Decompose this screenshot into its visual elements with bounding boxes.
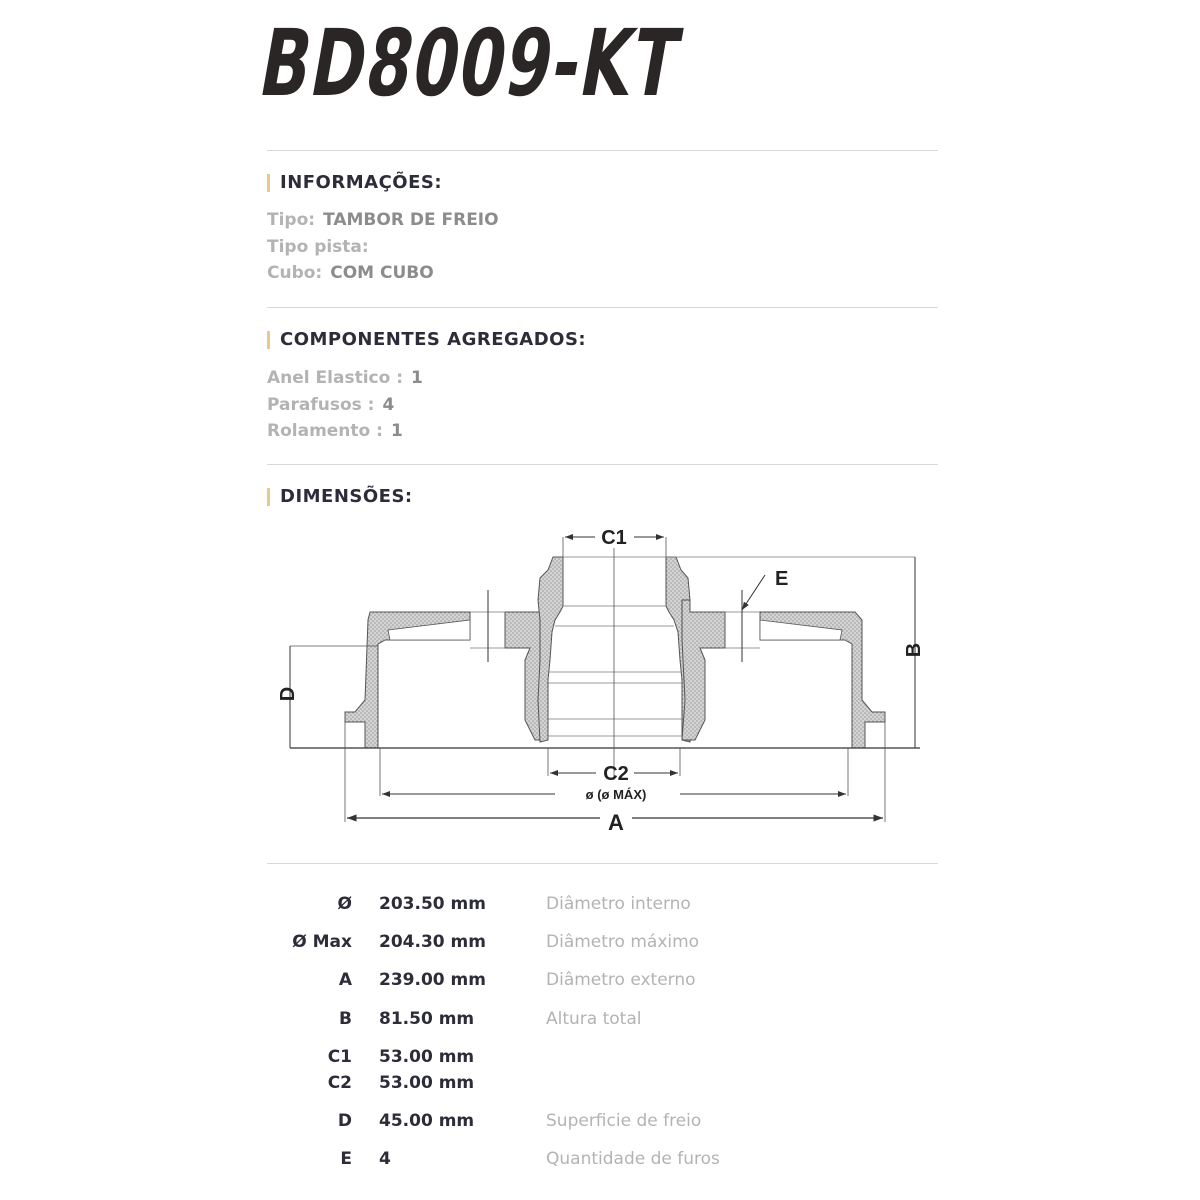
info-value: TAMBOR DE FREIO bbox=[323, 210, 499, 230]
component-label: Rolamento : bbox=[267, 421, 383, 441]
dim-value: 204.30 mm bbox=[379, 932, 486, 952]
label-d: D bbox=[277, 686, 299, 702]
dim-desc: Diâmetro máximo bbox=[546, 932, 700, 952]
label-a: A bbox=[608, 810, 624, 835]
dim-key: Ø bbox=[337, 894, 352, 914]
dim-value: 53.00 mm bbox=[379, 1047, 475, 1067]
component-label: Anel Elastico : bbox=[267, 368, 403, 388]
dim-row-a bbox=[270, 970, 870, 994]
divider bbox=[267, 150, 938, 151]
component-row-anel bbox=[267, 368, 423, 388]
dim-value: 4 bbox=[379, 1149, 391, 1169]
dim-key: Ø Max bbox=[292, 932, 352, 952]
dim-row-diameter bbox=[270, 894, 870, 918]
section-heading-info bbox=[267, 172, 442, 193]
heading-text: INFORMAÇÕES: bbox=[280, 172, 443, 193]
component-row-rolamento bbox=[267, 421, 403, 441]
dim-key: C2 bbox=[327, 1073, 352, 1093]
accent-bar bbox=[267, 174, 270, 192]
component-value: 4 bbox=[382, 395, 395, 415]
dim-desc: Diâmetro interno bbox=[546, 894, 691, 914]
label-e: E bbox=[775, 568, 789, 590]
heading-text: COMPONENTES AGREGADOS: bbox=[280, 329, 587, 350]
dim-row-c1 bbox=[270, 1047, 870, 1071]
dim-desc: Superficie de freio bbox=[546, 1111, 702, 1131]
dim-value: 81.50 mm bbox=[379, 1009, 475, 1029]
info-value: COM CUBO bbox=[330, 263, 434, 283]
dim-row-b bbox=[270, 1009, 870, 1033]
component-value: 1 bbox=[390, 421, 403, 441]
component-label: Parafusos : bbox=[267, 395, 375, 415]
divider bbox=[267, 464, 938, 465]
dim-key: A bbox=[338, 970, 352, 990]
dim-row-c2 bbox=[270, 1073, 870, 1097]
dim-value: 45.00 mm bbox=[379, 1111, 475, 1131]
info-row-tipo-pista bbox=[267, 237, 377, 257]
dim-desc: Quantidade de furos bbox=[546, 1149, 720, 1169]
dim-row-e bbox=[270, 1149, 870, 1173]
label-b: B bbox=[903, 642, 925, 658]
info-row-cubo bbox=[267, 263, 434, 283]
dim-row-diameter-max bbox=[270, 932, 870, 956]
dim-key: D bbox=[337, 1111, 352, 1131]
section-heading-components bbox=[267, 329, 586, 350]
label-diameter: ø (ø MÁX) bbox=[585, 787, 647, 802]
label-c2: C2 bbox=[603, 763, 629, 785]
dim-row-d bbox=[270, 1111, 870, 1135]
info-label: Tipo: bbox=[267, 210, 316, 230]
section-heading-dimensions bbox=[267, 486, 413, 507]
info-label: Cubo: bbox=[267, 263, 323, 283]
info-label: Tipo pista: bbox=[267, 237, 369, 257]
dim-desc: Altura total bbox=[546, 1009, 642, 1029]
dim-value: 203.50 mm bbox=[379, 894, 486, 914]
label-c1: C1 bbox=[601, 527, 627, 549]
dim-key: B bbox=[339, 1009, 352, 1029]
brake-drum-cross-section-diagram bbox=[270, 520, 950, 840]
component-value: 1 bbox=[411, 368, 423, 388]
divider bbox=[267, 863, 938, 864]
dim-desc: Diâmetro externo bbox=[546, 970, 696, 990]
component-row-parafusos bbox=[267, 395, 394, 415]
dim-key: E bbox=[340, 1149, 352, 1169]
product-code-title: BD8009-KT bbox=[252, 10, 689, 117]
divider bbox=[267, 307, 938, 308]
accent-bar bbox=[267, 331, 270, 349]
dim-key: C1 bbox=[327, 1047, 352, 1067]
dim-value: 53.00 mm bbox=[379, 1073, 475, 1093]
info-row-tipo bbox=[267, 210, 499, 230]
dim-value: 239.00 mm bbox=[379, 970, 486, 990]
accent-bar bbox=[267, 488, 270, 506]
heading-text: DIMENSÕES: bbox=[280, 486, 413, 507]
